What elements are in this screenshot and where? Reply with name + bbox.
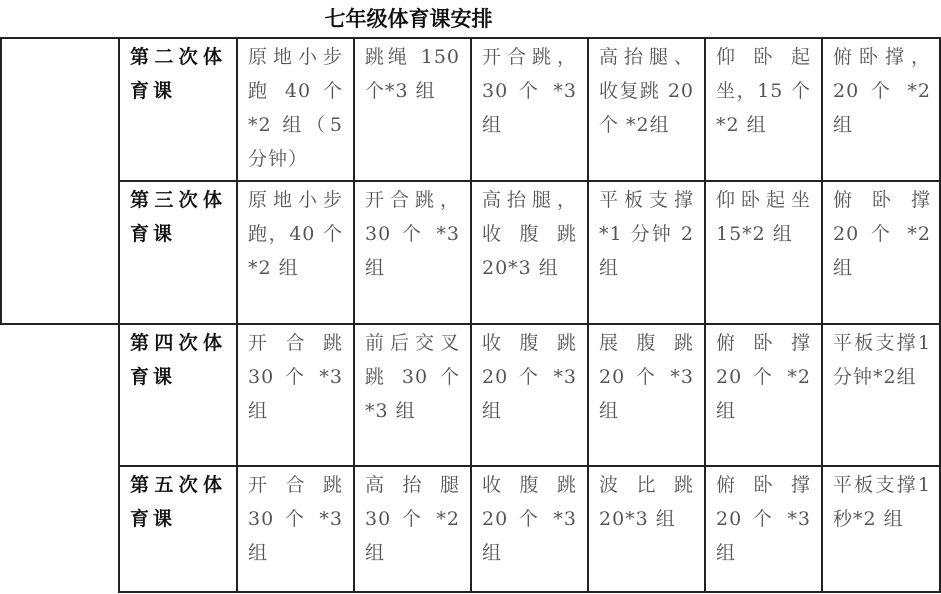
exercise-cell: 收 腹 跳20 个 *3组 <box>482 474 577 564</box>
exercise-cell: 俯 卧 撑20 个 *2组 <box>833 189 931 279</box>
exercise-cell: 俯 卧 撑20 个 *2组 <box>716 332 811 422</box>
exercise-cell: 平板支撑1 秒*2 组 <box>833 474 931 530</box>
exercise-cell: 平板支撑1 分钟*2组 <box>833 332 931 388</box>
row-label: 第二次体育课 <box>130 46 226 102</box>
exercise-cell: 开 合 跳30 个 *3组 <box>248 332 343 422</box>
row-label: 第四次体育课 <box>130 332 226 388</box>
exercise-cell: 仰 卧 起坐，15 个*2 组 <box>716 46 811 136</box>
row-label: 第三次体育课 <box>130 189 226 245</box>
exercise-cell: 高抬腿，收腹跳20*3 组 <box>482 189 577 279</box>
exercise-cell: 开合跳，30 个 *3组 <box>365 189 460 279</box>
exercise-cell: 俯 卧 撑20 个 *3组 <box>716 474 811 564</box>
exercise-cell: 原地小步跑 40 个*2 组（5分钟） <box>248 46 343 170</box>
exercise-cell: 仰卧起坐15*2 组 <box>716 189 811 245</box>
table-border-left <box>0 37 2 324</box>
schedule-title: 七年级体育课安排 <box>324 7 493 31</box>
exercise-cell: 波 比 跳20*3 组 <box>599 474 694 530</box>
exercise-cell: 俯卧撑，20 个 *2组 <box>833 46 931 136</box>
exercise-cell: 原地小步跑，40 个*2 组 <box>248 189 343 279</box>
exercise-cell: 平板支撑*1 分钟 2组 <box>599 189 694 279</box>
exercise-cell: 开合跳，30 个 *3组 <box>482 46 577 136</box>
exercise-cell: 高 抬 腿30 个 *2组 <box>365 474 460 564</box>
exercise-cell: 高抬腿、收复跳 20 个 *2组 <box>599 46 694 136</box>
row-label: 第五次体育课 <box>130 474 226 530</box>
exercise-cell: 展 腹 跳20 个 *3组 <box>599 332 694 422</box>
exercise-cell: 收 腹 跳20 个 *3组 <box>482 332 577 422</box>
exercise-cell: 开 合 跳30 个 *3组 <box>248 474 343 564</box>
exercise-cell: 跳绳 150个*3 组 <box>365 46 460 102</box>
exercise-cell: 前后交叉跳 30 个*3 组 <box>365 332 460 422</box>
